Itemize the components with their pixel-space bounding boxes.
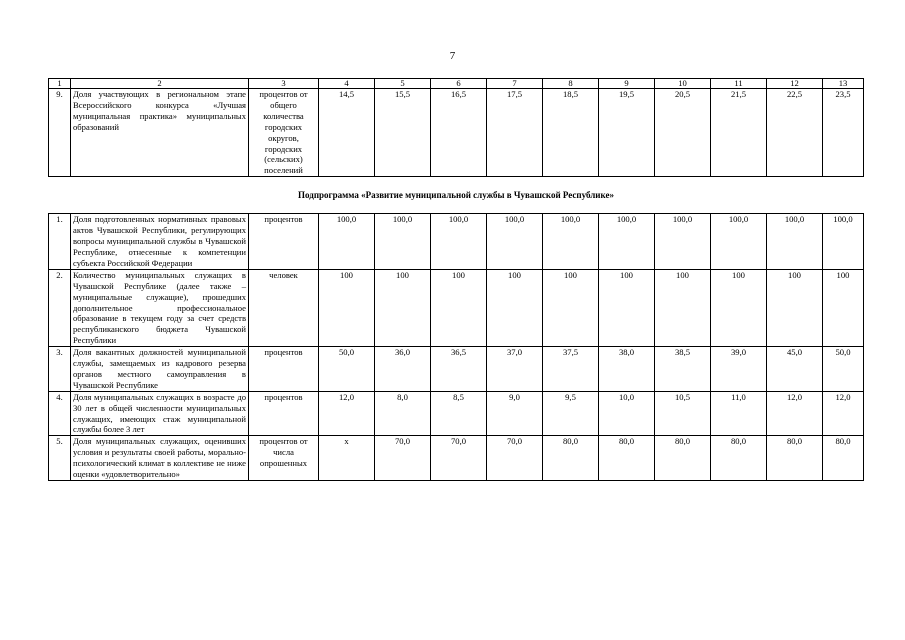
indicator-value: 100 [767, 269, 823, 346]
indicator-value: 100,0 [543, 214, 599, 270]
indicator-value: 80,0 [655, 436, 711, 481]
indicator-value: 39,0 [711, 347, 767, 392]
column-number-cell: 9 [599, 79, 655, 89]
unit-of-measure: процентов от общего количества городских округов, городских (сельских) поселений [249, 89, 319, 177]
indicator-value: 45,0 [767, 347, 823, 392]
unit-of-measure: процентов [249, 214, 319, 270]
indicator-value: 23,5 [823, 89, 864, 177]
indicator-value: 18,5 [543, 89, 599, 177]
column-number-cell: 2 [71, 79, 249, 89]
table-row [49, 436, 864, 481]
indicator-value: 100 [543, 269, 599, 346]
unit-of-measure: процентов [249, 391, 319, 436]
indicator-value: 100,0 [711, 214, 767, 270]
indicator-value: 9,5 [543, 391, 599, 436]
column-number-cell: 5 [375, 79, 431, 89]
unit-of-measure: процентов [249, 347, 319, 392]
indicator-value: x [319, 436, 375, 481]
indicator-value: 16,5 [431, 89, 487, 177]
indicator-value: 36,5 [431, 347, 487, 392]
row-number: 5. [49, 436, 71, 481]
column-number-cell: 8 [543, 79, 599, 89]
column-number-cell: 12 [767, 79, 823, 89]
indicator-value: 80,0 [599, 436, 655, 481]
indicator-value: 80,0 [711, 436, 767, 481]
indicator-value: 100,0 [767, 214, 823, 270]
unit-of-measure: человек [249, 269, 319, 346]
indicator-value: 8,0 [375, 391, 431, 436]
column-number-cell: 4 [319, 79, 375, 89]
indicator-value: 37,5 [543, 347, 599, 392]
subprogram-heading-row [49, 177, 864, 214]
indicator-value: 70,0 [375, 436, 431, 481]
indicator-name: Доля муниципальных служащих в возрасте до 30 лет в общей численности муниципальных служащих, имеющих стаж муниципальной службы более 3 лет [71, 391, 249, 436]
indicator-value: 12,0 [767, 391, 823, 436]
row-number: 2. [49, 269, 71, 346]
indicator-value: 80,0 [767, 436, 823, 481]
indicator-value: 80,0 [823, 436, 864, 481]
column-number-cell: 10 [655, 79, 711, 89]
indicator-name: Доля подготовленных нормативных правовых актов Чувашской Республики, регулирующих вопросы муниципальной службы в Чувашской Республике, отнесенные к компетенции субъекта Российской Федерации [71, 214, 249, 270]
indicator-value: 17,5 [487, 89, 543, 177]
indicator-value: 70,0 [431, 436, 487, 481]
indicator-value: 100 [599, 269, 655, 346]
indicator-name: Доля участвующих в региональном этапе Всероссийского конкурса «Лучшая муниципальная практика» муниципальных образований [71, 89, 249, 177]
indicator-value: 80,0 [543, 436, 599, 481]
column-number-cell: 7 [487, 79, 543, 89]
indicator-value: 12,0 [319, 391, 375, 436]
indicator-value: 100,0 [655, 214, 711, 270]
column-number-cell: 3 [249, 79, 319, 89]
indicators-table [48, 78, 864, 481]
indicator-value: 100,0 [319, 214, 375, 270]
indicator-value: 50,0 [823, 347, 864, 392]
indicator-value: 100 [823, 269, 864, 346]
indicator-value: 70,0 [487, 436, 543, 481]
column-number-cell: 6 [431, 79, 487, 89]
indicator-name: Количество муниципальных служащих в Чувашской Республике (далее также – муниципальные служащие), прошедших дополнительное профессиональное образование в текущем году за счет средств республиканского бюджета Чувашской Республики [71, 269, 249, 346]
table-row [49, 347, 864, 392]
indicator-value: 100,0 [431, 214, 487, 270]
indicator-value: 22,5 [767, 89, 823, 177]
indicator-value: 100 [319, 269, 375, 346]
indicator-value: 11,0 [711, 391, 767, 436]
subprogram-title: Подпрограмма «Развитие муниципальной службы в Чувашской Республике» [49, 177, 864, 214]
column-number-cell: 1 [49, 79, 71, 89]
indicator-value: 9,0 [487, 391, 543, 436]
page-number: 7 [449, 50, 456, 62]
table-row [49, 269, 864, 346]
unit-of-measure: процентов от числа опрошенных [249, 436, 319, 481]
indicator-value: 100 [375, 269, 431, 346]
column-number-cell: 13 [823, 79, 864, 89]
indicator-value: 100,0 [823, 214, 864, 270]
table-row [49, 89, 864, 177]
indicator-value: 36,0 [375, 347, 431, 392]
column-number-row [49, 79, 864, 89]
indicator-value: 50,0 [319, 347, 375, 392]
indicator-value: 21,5 [711, 89, 767, 177]
row-number: 1. [49, 214, 71, 270]
indicator-name: Доля вакантных должностей муниципальной службы, замещаемых из кадрового резерва органов местного самоуправления в Чувашской Республике [71, 347, 249, 392]
indicator-value: 14,5 [319, 89, 375, 177]
row-number: 3. [49, 347, 71, 392]
indicator-value: 15,5 [375, 89, 431, 177]
indicator-value: 100 [711, 269, 767, 346]
indicator-value: 20,5 [655, 89, 711, 177]
indicator-value: 10,5 [655, 391, 711, 436]
indicator-value: 8,5 [431, 391, 487, 436]
indicator-value: 100 [655, 269, 711, 346]
indicator-value: 19,5 [599, 89, 655, 177]
indicator-value: 38,5 [655, 347, 711, 392]
indicator-value: 100 [487, 269, 543, 346]
indicator-value: 12,0 [823, 391, 864, 436]
row-number: 9. [49, 89, 71, 177]
row-number: 4. [49, 391, 71, 436]
indicator-value: 100,0 [375, 214, 431, 270]
indicator-name: Доля муниципальных служащих, оценивших условия и результаты своей работы, морально-психологический климат в коллективе не ниже оценки «удовлетворительно» [71, 436, 249, 481]
indicator-value: 38,0 [599, 347, 655, 392]
indicator-value: 100,0 [599, 214, 655, 270]
indicator-value: 100 [431, 269, 487, 346]
indicator-value: 37,0 [487, 347, 543, 392]
column-number-cell: 11 [711, 79, 767, 89]
table-row [49, 214, 864, 270]
indicator-value: 10,0 [599, 391, 655, 436]
indicator-value: 100,0 [487, 214, 543, 270]
table-row [49, 391, 864, 436]
